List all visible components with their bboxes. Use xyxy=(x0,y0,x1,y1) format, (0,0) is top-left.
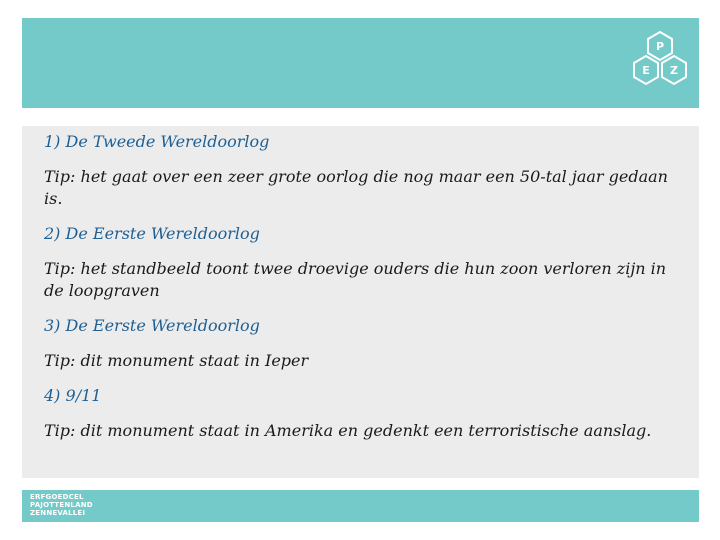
footer-logo-line-3: ZENNEVALLEI xyxy=(30,509,86,517)
answers-list xyxy=(44,131,684,455)
answer-heading-3: 3) De Eerste Wereldoorlog xyxy=(44,316,260,335)
footer-logo-line-1: ERFGOEDCEL xyxy=(30,493,84,501)
header-band xyxy=(22,18,699,108)
footer-band xyxy=(22,490,699,522)
answer-heading-4: 4) 9/11 xyxy=(44,386,102,405)
answer-tip-4: Tip: dit monument staat in Amerika en gedenkt een terroristische aanslag. xyxy=(44,421,652,440)
logo-letter-e: E xyxy=(642,64,650,77)
logo-letter-z: Z xyxy=(670,64,678,77)
answer-heading-2: 2) De Eerste Wereldoorlog xyxy=(44,224,260,243)
footer-logo-line-2: PAJOTTENLAND xyxy=(30,501,93,509)
answer-heading-1: 1) De Tweede Wereldoorlog xyxy=(44,132,270,151)
answer-tip-1: Tip: het gaat over een zeer grote oorlog die nog maar een 50-tal jaar gedaan is. xyxy=(44,167,668,208)
pez-logo-icon xyxy=(628,30,692,94)
answer-tip-3: Tip: dit monument staat in Ieper xyxy=(44,351,309,370)
logo-letter-p: P xyxy=(655,40,665,53)
footer-logo xyxy=(30,493,93,517)
answer-tip-2: Tip: het standbeeld toont twee droevige ouders die hun zoon verloren zijn in de loopgraven xyxy=(44,259,667,300)
